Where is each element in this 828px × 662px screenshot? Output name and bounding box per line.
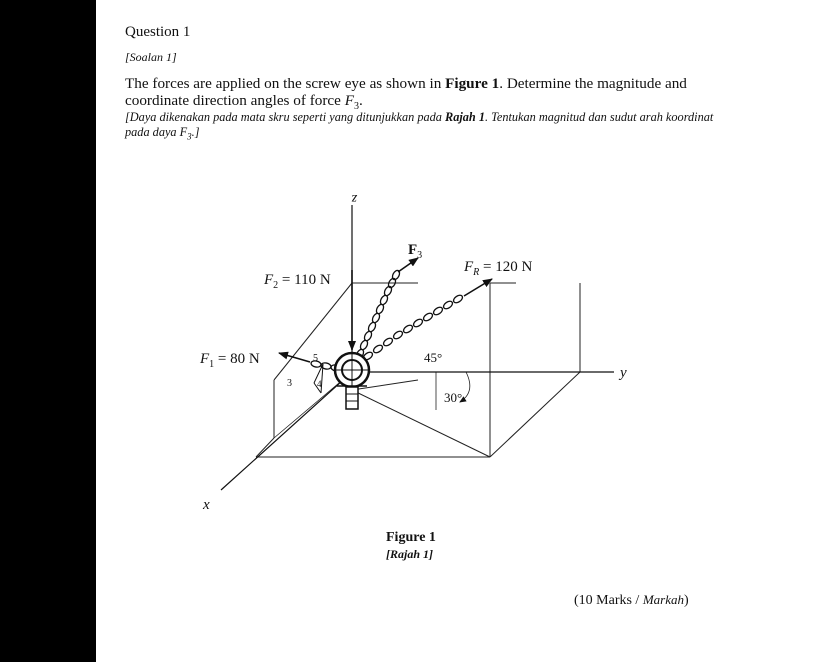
figure-caption: Figure 1 <box>386 530 436 545</box>
x-axis <box>221 372 352 490</box>
f3-symbol: F <box>408 242 418 258</box>
exam-page <box>96 0 828 662</box>
f1-value: = 80 N <box>214 351 260 367</box>
x-axis-label: x <box>203 497 210 513</box>
f2-subscript: 2 <box>273 280 279 291</box>
fr-subscript: R <box>473 267 480 278</box>
f1-subscript: 1 <box>209 359 215 370</box>
text-part: . <box>358 92 363 109</box>
force-symbol: F <box>344 92 354 109</box>
force-diagram <box>96 0 828 662</box>
fr-symbol: F <box>464 259 474 275</box>
figure-ref: Rajah 1 <box>445 110 485 124</box>
f1-symbol: F <box>200 351 210 367</box>
chain-fr <box>362 294 464 362</box>
figure-ref: Figure 1 <box>445 75 500 92</box>
marks-text-malay: Markah <box>642 592 684 607</box>
f3-subscript: 3 <box>417 250 423 261</box>
figure-caption-malay: [Rajah 1] <box>386 547 434 561</box>
angle-guides <box>274 372 470 438</box>
marks-text-end: ) <box>684 593 689 608</box>
text-part: . Tentukan magnitud dan sudut arah koordinat pada daya <box>125 110 714 139</box>
text-part: .] <box>191 125 200 139</box>
ratio-4-label: 4 <box>317 379 322 389</box>
f3-label <box>408 242 422 261</box>
text-part: [Daya dikenakan pada mata skru seperti yang ditunjukkan pada <box>125 110 446 124</box>
screw-eye <box>335 352 369 409</box>
z-axis-label: z <box>351 191 357 206</box>
question-title: Question 1 <box>125 24 191 40</box>
fr-arrow <box>464 279 492 296</box>
force-symbol: F <box>179 125 188 139</box>
marks-text: (10 Marks / <box>574 593 643 608</box>
ratio-5-label: 5 <box>313 353 318 364</box>
f3-arrow <box>398 258 418 272</box>
ratio-3-label: 3 <box>287 378 292 389</box>
text-part: The forces are applied on the screw eye as shown in <box>125 75 446 92</box>
f2-symbol: F <box>264 272 274 288</box>
question-subtitle: [Soalan 1] <box>125 50 177 64</box>
force-subscript: 3 <box>353 101 359 113</box>
f1-label <box>199 351 260 370</box>
right-plane <box>256 283 580 457</box>
marks-label <box>574 592 689 609</box>
f2-label <box>263 272 331 291</box>
angle-30-label: 30° <box>444 390 463 405</box>
fr-label <box>463 259 532 278</box>
force-subscript: 3 <box>187 131 192 142</box>
angle-45-label: 45° <box>424 350 443 365</box>
f2-value: = 110 N <box>278 272 331 288</box>
y-axis-label: y <box>620 365 627 381</box>
text-part: . Determine the magnitude and coordinate direction angles of force <box>125 75 687 109</box>
fr-value: = 120 N <box>479 259 533 275</box>
axes <box>221 205 614 490</box>
